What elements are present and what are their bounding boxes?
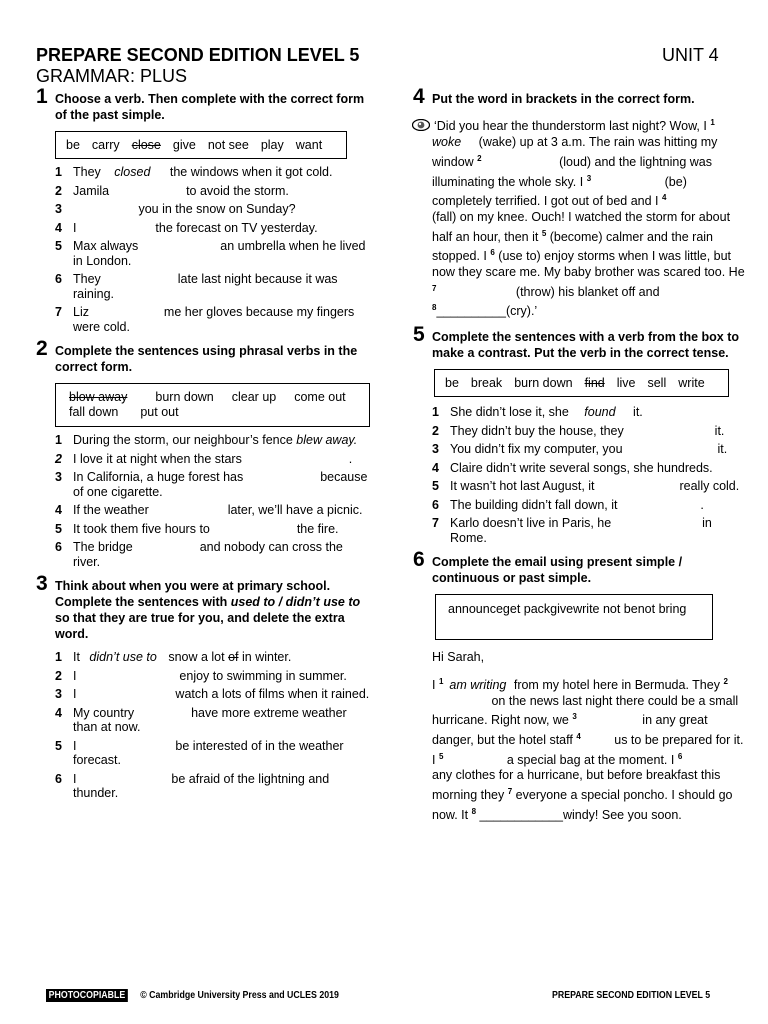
email-greeting: Hi Sarah, [432, 650, 485, 665]
exercise-instruction: Complete the sentences with a verb from the box to make a contrast. Put the verb in the correct tense. [432, 330, 740, 361]
exercise-4 [413, 85, 748, 320]
word-box-item: come out [294, 390, 346, 404]
word-box-item: break [470, 376, 503, 391]
page-title: PREPARE SECOND EDITION LEVEL 5 [36, 45, 360, 65]
exercise-instruction: Choose a verb. Then complete with the correct form of the past simple. [55, 92, 365, 122]
exercise-3 [36, 572, 371, 801]
item-list [55, 433, 371, 569]
list-item: 4 My country have more extreme weather than at now. [55, 705, 347, 734]
list-item: 5 Max always an umbrella when he lived in London. [55, 239, 366, 268]
word-box-item: give [172, 138, 196, 152]
list-item: 3 I watch a lots of films when it rained. [55, 687, 370, 701]
list-item: 4 I the forecast on TV yesterday. [55, 220, 318, 235]
word-box-item: clear up [231, 390, 277, 404]
item-list [432, 405, 748, 545]
right-column [413, 85, 748, 829]
word-box-item-used: find [584, 376, 605, 391]
exercise-1 [36, 85, 371, 334]
word-box-item: live [616, 376, 636, 391]
exercise-number: 1 [36, 85, 48, 108]
word-box-item: play [260, 138, 284, 152]
left-column [36, 85, 371, 807]
exercise-4-text: ‘Did you hear the thunderstorm last night? Wow, I $^1$woke (wake) up at 3 a.m. The rain was hitting my window $^2$ (loud) and the lightning was illuminating the whole sky. I $^3$ (be) completely terrified. I got out of bed and I $^4$ (fall) on my knee. Ouch! I watched the storm for about half an hour, then it $^5$ (become) calmer and the rain stopped. I $^6$ (use to) enjoy storms when I was little, but now they scare me. My baby brother was scared too. He $^7$ (throw) his blanket off and $^8$__________(cry).’ [432, 115, 748, 320]
list-item: 1 She didn’t lose it, she found it. [432, 405, 643, 420]
exercise-number: 2 [36, 337, 48, 360]
exercise-number: 6 [413, 548, 425, 572]
exercise-2 [36, 337, 371, 569]
word-box-item: burn down [155, 390, 214, 404]
deleted-word: of [228, 650, 239, 664]
word-box-item: write [678, 376, 705, 391]
list-item: 7 Karlo doesn’t live in Paris, he in Rome. [432, 516, 712, 545]
list-item: 4 If the weather later, we’ll have a picnic. [55, 503, 363, 517]
answer-example: am writing [449, 677, 507, 692]
page-subtitle: GRAMMAR: PLUS [36, 66, 188, 86]
list-item: 6 I be afraid of the lightning and thunder. [55, 771, 330, 800]
list-item: 2 They didn’t buy the house, they it. [432, 423, 725, 438]
list-item: 2 I love it at night when the stars . [55, 451, 353, 466]
answer-example: woke [432, 135, 462, 150]
word-box-item: burn down [514, 376, 573, 391]
exercise-instruction: Put the word in brackets in the correct form. [432, 92, 695, 106]
word-box [55, 131, 347, 159]
list-item: 4 Claire didn’t write several songs, she hundreds. [432, 460, 713, 475]
unit-label: UNIT 4 [662, 45, 719, 65]
list-item: 1 During the storm, our neighbour’s fence blew away. [55, 433, 358, 447]
list-item: 1 They closed the windows when it got cold. [55, 165, 333, 179]
word-box-item: fall down [69, 405, 119, 419]
answer-example: closed [114, 165, 151, 179]
copyright-text: © Cambridge University Press and UCLES 2019 [140, 990, 339, 1001]
word-box: announceget packgivewrite not benot bring [435, 594, 713, 640]
list-item: 5 I be interested of in the weather forecast. [55, 738, 344, 767]
exercise-6 [413, 548, 748, 823]
exercise-number: 4 [413, 85, 425, 108]
list-item: 3 In California, a huge forest has because of one cigarette. [55, 470, 368, 499]
footer-left [46, 990, 339, 1001]
exercise-number: 3 [36, 572, 48, 595]
word-box [55, 383, 370, 427]
item-list [55, 165, 371, 334]
list-item: 5 It wasn’t hot last August, it really cold. [432, 479, 740, 494]
list-item: 6 The building didn’t fall down, it . [432, 497, 704, 512]
word-box-item: carry [91, 138, 120, 152]
word-box-item-used: close [131, 138, 161, 152]
list-item: 1 It didn’t use to snow a lot of in winter. [55, 650, 292, 664]
word-box-item-used: blow away [69, 390, 128, 404]
word-box-item: not see [207, 138, 249, 152]
word-box-item: sell [647, 376, 667, 391]
exercise-instruction: Complete the email using present simple / continuous or past simple. [432, 555, 683, 586]
word-box-item: be [66, 138, 80, 152]
list-item: 7 Liz me her gloves because my fingers were cold. [55, 305, 355, 334]
list-item: 2 Jamila to avoid the storm. [55, 183, 289, 198]
exercise-5 [413, 323, 748, 545]
list-item: 2 I enjoy to swimming in summer. [55, 668, 347, 683]
photocopiable-badge: PHOTOCOPIABLE [46, 989, 128, 1002]
list-item: 6 The bridge and nobody can cross the river. [55, 540, 343, 569]
word-box-item: put out [140, 405, 179, 419]
email-body: I $^1$ am writing from my hotel here in Bermuda. They $^2$ on the news last night there could be a small hurricane. Right now, we $^3$ in any great danger, but the hotel staff $^4$ us to be prepared for it. I $^5$ a special bag at the moment. I $^6$ any clothes for a hurricane, but before breakfast this morning they $^7$ everyone a special poncho. I should go now. It $^8$ ____________windy! See you soon. [432, 676, 744, 822]
list-item: 3 you in the snow on Sunday? [55, 202, 296, 216]
answer-example: didn’t use to [89, 650, 157, 664]
list-item: 6 They late last night because it was raining. [55, 272, 338, 301]
word-box [434, 369, 729, 397]
eye-icon [412, 119, 430, 136]
answer-example: blew away. [296, 433, 358, 447]
list-item: 3 You didn’t fix my computer, you it. [432, 442, 728, 457]
exercise-number: 5 [413, 323, 425, 347]
item-list [55, 650, 371, 801]
answer-example: found [584, 405, 616, 420]
footer-right: PREPARE SECOND EDITION LEVEL 5 [552, 990, 711, 1001]
exercise-instruction: Complete the sentences using phrasal verbs in the correct form. [55, 344, 358, 374]
word-box-item: be [445, 376, 459, 391]
list-item: 5 It took them five hours to the fire. [55, 521, 339, 536]
word-box-item: want [295, 138, 323, 152]
exercise-instruction: Think about when you were at primary school. Complete the sentences with used to / didn’t use to so that they are true for you, and delete the extra word. [55, 579, 361, 641]
